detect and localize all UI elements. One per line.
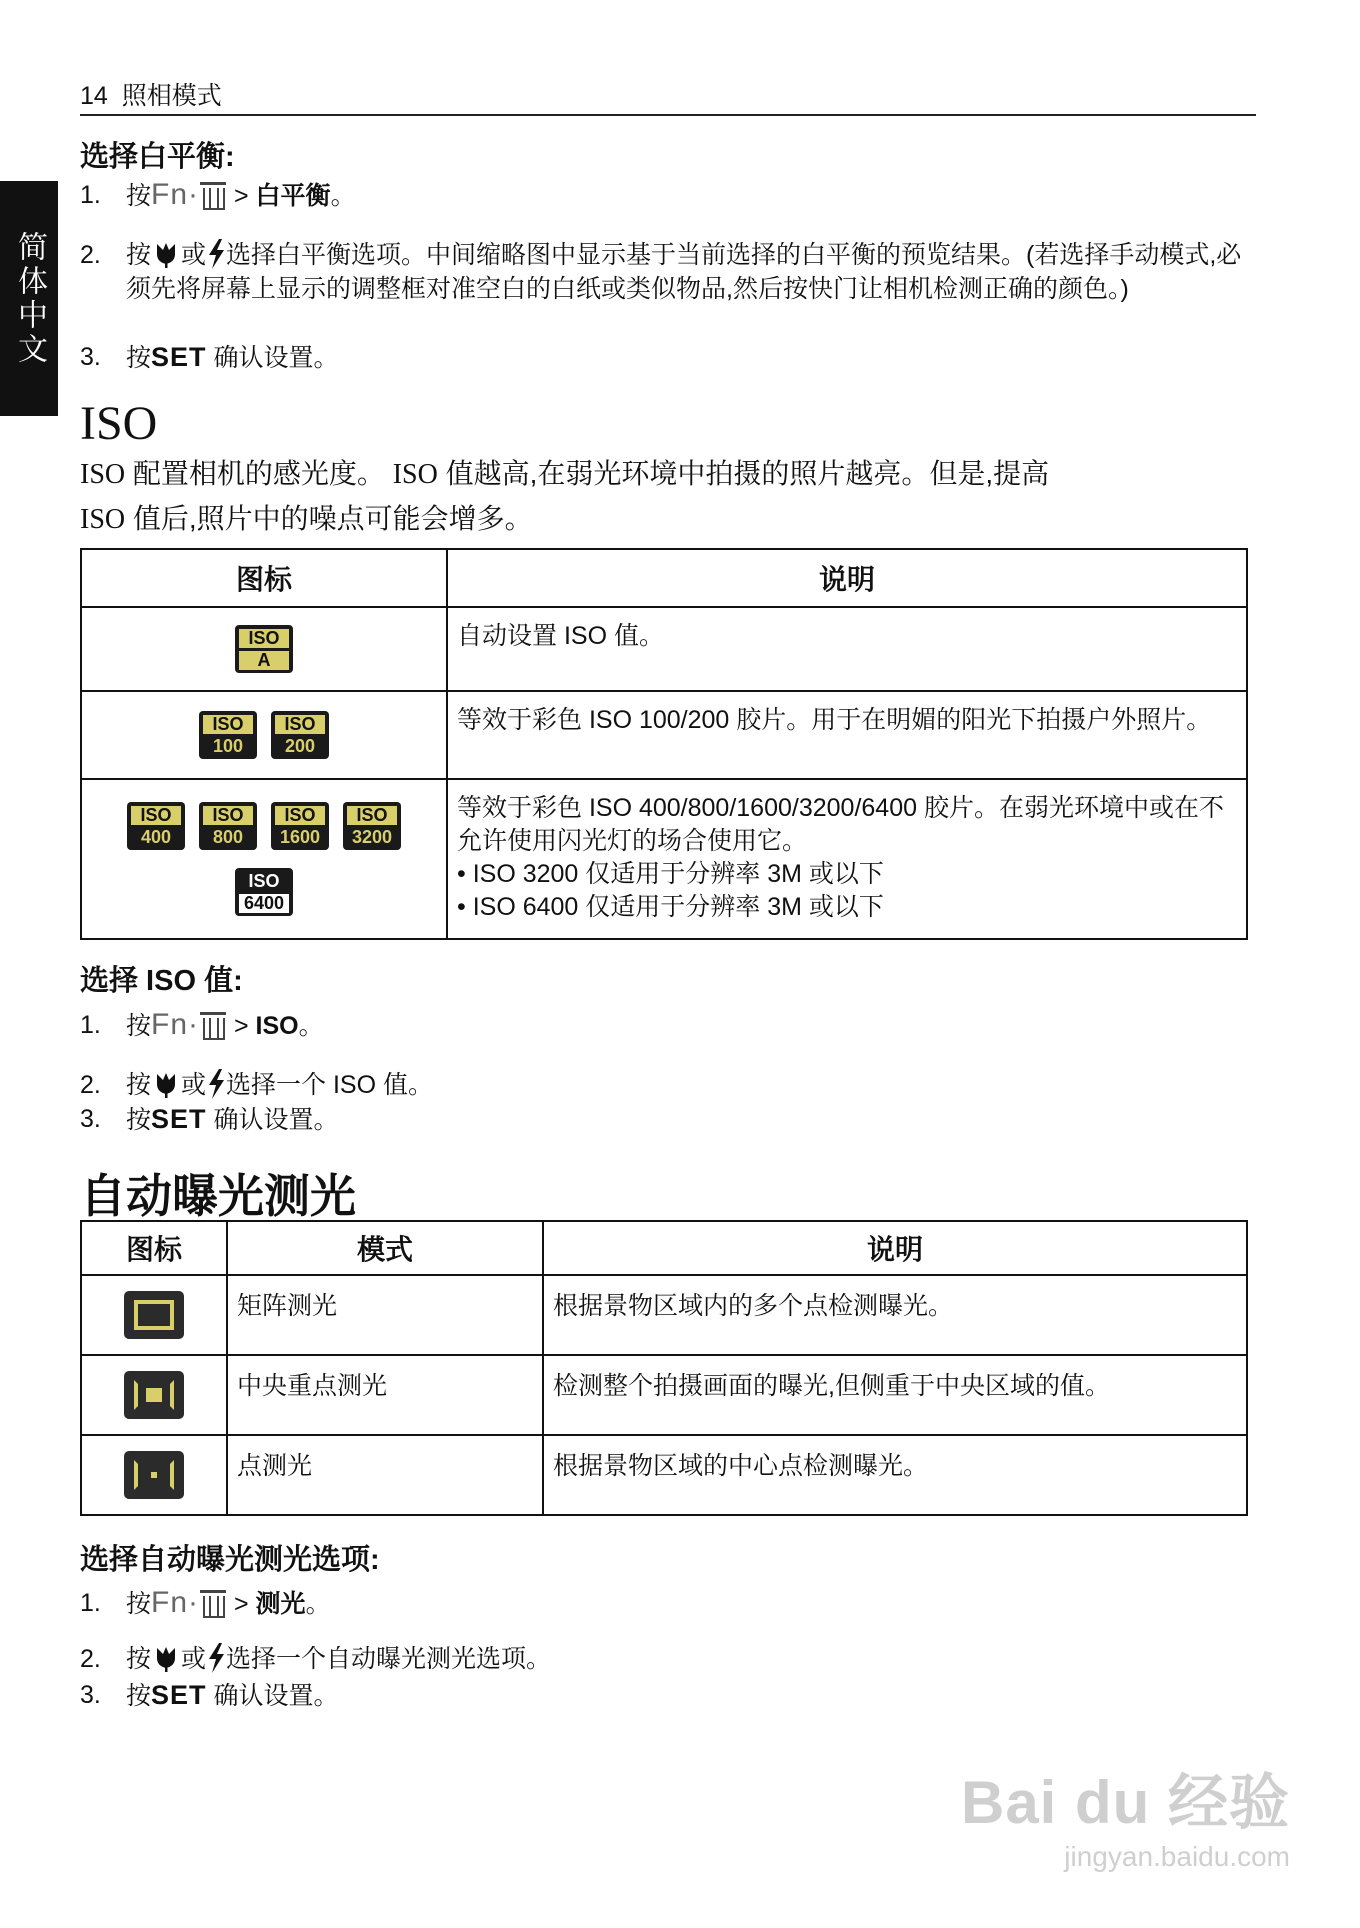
page-number: 14 bbox=[80, 82, 108, 110]
iso-row1-desc: 自动设置 ISO 值。 bbox=[447, 607, 1247, 691]
metering-desc-1: 根据景物区域内的多个点检测曝光。 bbox=[543, 1275, 1247, 1355]
macro-tulip-icon bbox=[151, 1643, 181, 1673]
metering-desc-2: 检测整个拍摄画面的曝光,但侧重于中央区域的值。 bbox=[543, 1355, 1247, 1435]
iso-intro: ISO 配置相机的感光度。 ISO 值越高,在弱光环境中拍摄的照片越亮。但是,提高 ISO 值后,照片中的噪点可能会增多。 bbox=[80, 458, 1050, 535]
iso-row2-desc: 等效于彩色 ISO 100/200 胶片。用于在明媚的阳光下拍摄户外照片。 bbox=[447, 691, 1247, 779]
metering-col-desc: 说明 bbox=[543, 1221, 1247, 1275]
wb-step-2: 2. 按 或 选择白平衡选项。中间缩略图中显示基于当前选择的白平衡的预览结果。(若选择手动模式,必须先将屏幕上显示的调整框对准空白的白纸或类似物品,然后按快门让相机检测正确的颜色。) bbox=[80, 238, 1255, 306]
iso-col-icon: 图标 bbox=[81, 549, 447, 607]
iso-800-icon: ISO 800 bbox=[199, 802, 257, 850]
flash-icon bbox=[206, 238, 226, 270]
flash-icon bbox=[206, 1068, 226, 1100]
spot-metering-icon bbox=[124, 1451, 184, 1499]
metering-table bbox=[80, 1220, 1248, 1516]
iso-step-3: 3. 按SET 确认设置。 bbox=[80, 1104, 339, 1134]
watermark-brand: Bai du 经验 bbox=[960, 1769, 1290, 1836]
wb-step-1: 1. 按Fn· > 白平衡。 bbox=[80, 178, 356, 211]
watermark-url: jingyan.baidu.com bbox=[1064, 1841, 1290, 1872]
iso-100-icon: ISO 100 bbox=[199, 711, 257, 759]
trash-icon bbox=[199, 180, 227, 210]
iso-table bbox=[80, 548, 1248, 940]
iso-bullet-1: ISO 3200 仅适用于分辨率 3M 或以下 bbox=[472, 860, 884, 888]
iso-steps-heading: 选择 ISO 值: bbox=[80, 965, 243, 997]
baidu-watermark bbox=[961, 1755, 1290, 1873]
macro-tulip-icon bbox=[151, 239, 181, 269]
metering-step-3: 3. 按SET 确认设置。 bbox=[80, 1680, 339, 1710]
page-header bbox=[80, 76, 222, 112]
flash-icon bbox=[206, 1642, 226, 1674]
wb-step-3: 3. 按SET 确认设置。 bbox=[80, 342, 339, 372]
iso-200-icon: ISO 200 bbox=[271, 711, 329, 759]
metering-step-1: 1. 按Fn· > 测光。 bbox=[80, 1586, 331, 1619]
iso-step-1: 1. 按Fn· > ISO。 bbox=[80, 1008, 324, 1041]
iso-col-desc: 说明 bbox=[447, 549, 1247, 607]
metering-desc-3: 根据景物区域的中心点检测曝光。 bbox=[543, 1435, 1247, 1515]
metering-col-mode: 模式 bbox=[227, 1221, 543, 1275]
iso-row1-icons bbox=[81, 607, 447, 691]
iso-row3-desc: 等效于彩色 ISO 400/800/1600/3200/6400 胶片。在弱光环境中或在不允许使用闪光灯的场合使用它。 • ISO 3200 仅适用于分辨率 3M 或以下 • ISO 6400 仅适用于分辨率 3M 或以下 bbox=[447, 779, 1247, 939]
language-tab: 简体中文 bbox=[0, 181, 58, 416]
iso-bullet-2: ISO 6400 仅适用于分辨率 3M 或以下 bbox=[472, 893, 884, 921]
trash-icon bbox=[199, 1010, 227, 1040]
macro-tulip-icon bbox=[151, 1069, 181, 1099]
metering-mode-1: 矩阵测光 bbox=[227, 1275, 543, 1355]
metering-mode-2: 中央重点测光 bbox=[227, 1355, 543, 1435]
iso-row2-icons bbox=[81, 691, 447, 779]
metering-step-2: 2. 按 或 选择一个自动曝光测光选项。 bbox=[80, 1642, 1255, 1676]
iso-6400-icon: ISO 6400 bbox=[235, 868, 293, 916]
section-title: 照相模式 bbox=[121, 82, 222, 110]
metering-mode-3: 点测光 bbox=[227, 1435, 543, 1515]
metering-title: 自动曝光测光 bbox=[80, 1170, 356, 1222]
header-rule bbox=[80, 114, 1256, 116]
matrix-metering-icon bbox=[124, 1291, 184, 1339]
metering-col-icon: 图标 bbox=[81, 1221, 227, 1275]
metering-steps-heading: 选择自动曝光测光选项: bbox=[80, 1544, 380, 1576]
iso-step-2: 2. 按 或 选择一个 ISO 值。 bbox=[80, 1068, 1255, 1102]
wb-heading: 选择白平衡: bbox=[80, 141, 235, 173]
iso-auto-icon: ISO A bbox=[235, 625, 293, 673]
trash-icon bbox=[199, 1588, 227, 1618]
iso-title: ISO bbox=[80, 397, 158, 450]
center-weighted-metering-icon bbox=[124, 1371, 184, 1419]
set-key-label: SET bbox=[151, 342, 207, 372]
iso-1600-icon: ISO 1600 bbox=[271, 802, 329, 850]
iso-row3-icons bbox=[81, 779, 447, 939]
iso-400-icon: ISO 400 bbox=[127, 802, 185, 850]
iso-3200-icon: ISO 3200 bbox=[343, 802, 401, 850]
fn-key-label: Fn bbox=[151, 178, 189, 211]
